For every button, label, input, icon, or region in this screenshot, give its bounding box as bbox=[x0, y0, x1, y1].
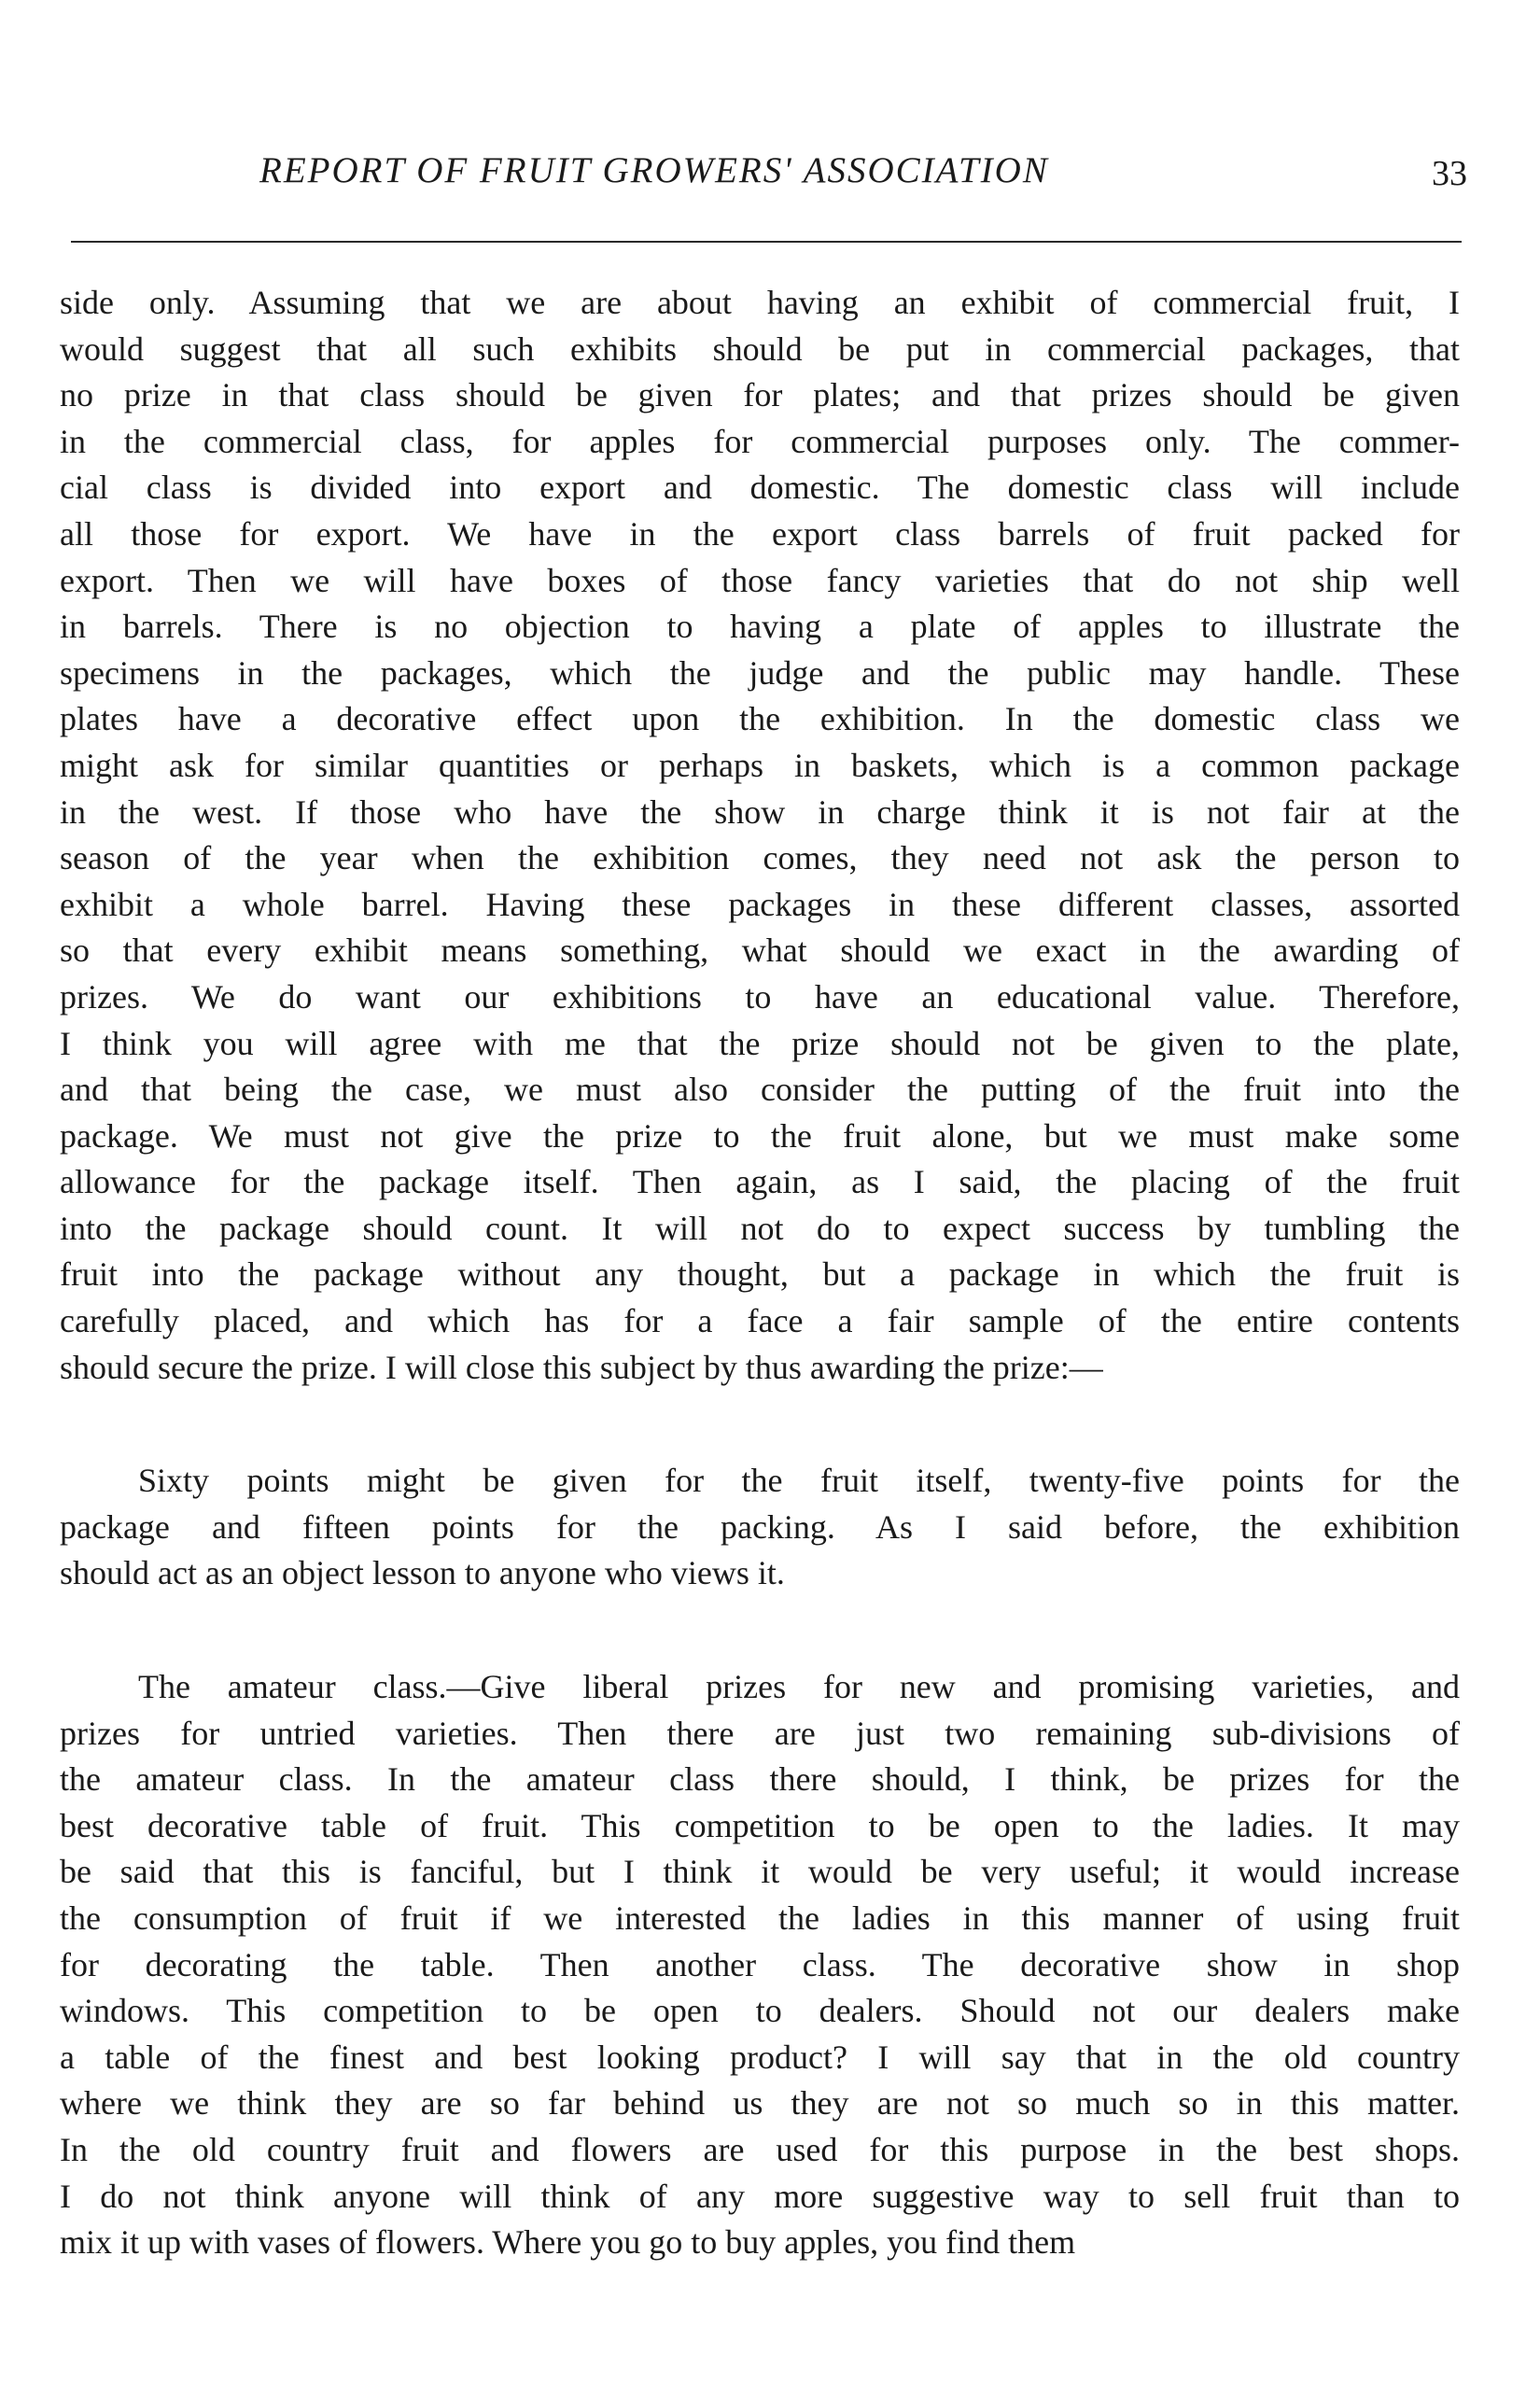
text-line: would suggest that all such exhibits should be put in commercial packages, that bbox=[60, 329, 1460, 368]
text-line: be said that this is fanciful, but I think it would be very useful; it would increase bbox=[60, 1853, 1460, 1891]
text-line: should secure the prize. I will close this subject by thus awarding the prize:— bbox=[60, 1348, 1103, 1386]
text-line: In the old country fruit and flowers are used for this purpose in the best shops. bbox=[60, 2130, 1460, 2168]
text-line: Sixty points might be given for the fruit itself, twenty-five points for the bbox=[138, 1462, 1460, 1500]
text-line: might ask for similar quantities or perhaps in baskets, which is a common package bbox=[60, 746, 1460, 784]
text-line: the amateur class. In the amateur class there should, I think, be prizes for the bbox=[60, 1760, 1460, 1799]
text-line: I think you will agree with me that the prize should not be given to the plate, bbox=[60, 1024, 1460, 1062]
paragraph bbox=[60, 280, 1460, 1391]
text-line: The amateur class.—Give liberal prizes for new and promising varieties, and bbox=[138, 1668, 1460, 1706]
text-line: where we think they are so far behind us they are not so much so in this matter. bbox=[60, 2084, 1460, 2123]
text-line: season of the year when the exhibition comes, they need not ask the person to bbox=[60, 839, 1460, 877]
page-header bbox=[60, 149, 1475, 205]
text-line: exhibit a whole barrel. Having these packages in these different classes, assorted bbox=[60, 885, 1460, 923]
text-line: into the package should count. It will not do to expect success by tumbling the bbox=[60, 1209, 1460, 1247]
text-line: mix it up with vases of flowers. Where you go to buy apples, you find them bbox=[60, 2223, 1076, 2262]
header-rule bbox=[71, 241, 1462, 243]
text-line: package. We must not give the prize to the fruit alone, but we must make some bbox=[60, 1116, 1460, 1155]
text-line: in barrels. There is no objection to having a plate of apples to illustrate the bbox=[60, 608, 1460, 646]
text-line: allowance for the package itself. Then again, as I said, the placing of the fruit bbox=[60, 1163, 1460, 1201]
text-line: package and fifteen points for the packing. As I said before, the exhibition bbox=[60, 1507, 1460, 1546]
text-line: I do not think anyone will think of any more suggestive way to sell fruit than to bbox=[60, 2177, 1460, 2215]
text-line: all those for export. We have in the export class barrels of fruit packed for bbox=[60, 514, 1460, 553]
text-line: in the commercial class, for apples for commercial purposes only. The commer- bbox=[60, 422, 1460, 460]
text-line: plates have a decorative effect upon the exhibition. In the domestic class we bbox=[60, 700, 1460, 738]
text-line: should act as an object lesson to anyone who views it. bbox=[60, 1554, 785, 1592]
text-line: the consumption of fruit if we interested the ladies in this manner of using fruit bbox=[60, 1899, 1460, 1937]
paragraph bbox=[60, 1458, 1460, 1597]
text-line: for decorating the table. Then another class. The decorative show in shop bbox=[60, 1945, 1460, 1983]
text-line: no prize in that class should be given for plates; and that prizes should be given bbox=[60, 376, 1460, 414]
text-line: export. Then we will have boxes of those fancy varieties that do not ship well bbox=[60, 561, 1460, 599]
text-line: windows. This competition to be open to dealers. Should not our dealers make bbox=[60, 1992, 1460, 2030]
text-line: so that every exhibit means something, what should we exact in the awarding of bbox=[60, 932, 1460, 970]
text-line: carefully placed, and which has for a face a fair sample of the entire contents bbox=[60, 1302, 1460, 1340]
paragraph bbox=[60, 1664, 1460, 2266]
text-line: specimens in the packages, which the judge and the public may handle. These bbox=[60, 653, 1460, 692]
page-body bbox=[60, 280, 1460, 2266]
page-number: 33 bbox=[1432, 154, 1467, 193]
text-line: prizes for untried varieties. Then there are just two remaining sub-divisions of bbox=[60, 1714, 1460, 1752]
running-head: REPORT OF FRUIT GROWERS' ASSOCIATION bbox=[259, 150, 1049, 190]
text-line: in the west. If those who have the show in charge think it is not fair at the bbox=[60, 792, 1460, 831]
text-line: side only. Assuming that we are about having an exhibit of commercial fruit, I bbox=[60, 284, 1460, 321]
text-line: best decorative table of fruit. This competition to be open to the ladies. It may bbox=[60, 1806, 1460, 1844]
text-line: a table of the finest and best looking product? I will say that in the old country bbox=[60, 2038, 1460, 2076]
text-line: and that being the case, we must also consider the putting of the fruit into the bbox=[60, 1071, 1460, 1109]
text-line: cial class is divided into export and domestic. The domestic class will include bbox=[60, 469, 1460, 507]
text-line: prizes. We do want our exhibitions to have an educational value. Therefore, bbox=[60, 977, 1460, 1016]
text-line: fruit into the package without any thought, but a package in which the fruit is bbox=[60, 1255, 1460, 1294]
